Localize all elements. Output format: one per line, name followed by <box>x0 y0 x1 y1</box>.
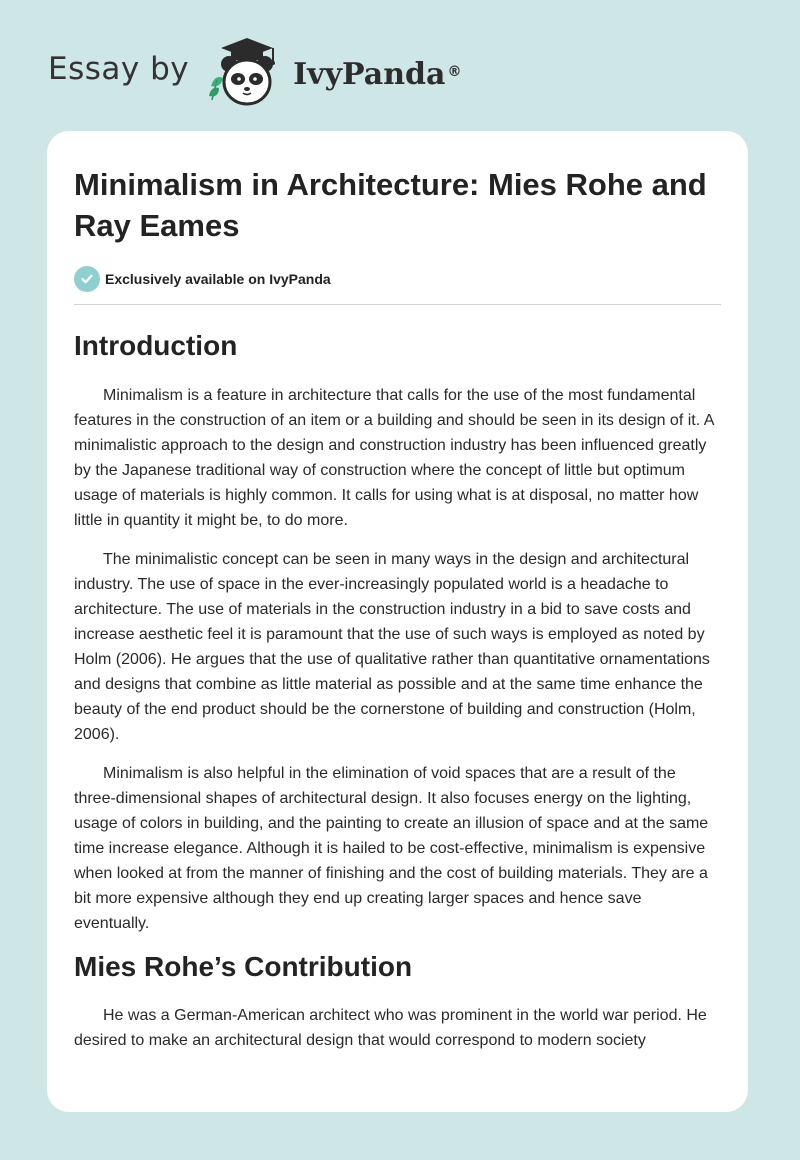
check-circle-icon <box>74 266 100 292</box>
paragraph: Minimalism is a feature in architecture that calls for the use of the most fundamental features in the construction of an item or a building and should be seen in its design of it. A minimalistic approach to the design and construction industry has been influenced greatly by the Japanese traditional way of construction where the concept of little but optimum usage of materials is highly common. It calls for using what is at disposal, no matter how little in quantity it might be, to do more. <box>74 387 714 529</box>
brand-name: IvyPanda <box>293 56 446 92</box>
paragraph: Minimalism is also helpful in the elimination of void spaces that are a result of the three-dimensional shapes of architectural design. It also focuses energy on the lighting, usage of colors in building, and the painting to create an illusion of space and at the same time increase elegance. Although it is hailed to be cost-effective, minimalism is expensive when looked at from the manner of finishing and the cost of building materials. They are a bit more expensive although they end up creating larger spaces and hence save eventually. <box>74 765 709 932</box>
section-mies-rohe-contribution <box>74 950 721 1053</box>
article-card <box>47 131 748 1112</box>
divider <box>74 304 721 305</box>
paragraph: He was a German-American architect who was prominent in the world war period. He desired to make an architectural design that would correspond to modern society <box>74 1007 707 1049</box>
article-title: Minimalism in Architecture: Mies Rohe and Ray Eames <box>74 167 707 243</box>
brand-prefix: Essay by <box>48 51 190 87</box>
brand-header <box>48 32 461 112</box>
paragraph: The minimalistic concept can be seen in many ways in the design and architectural industry. The use of space in the ever-increasingly populated world is a headache to architecture. The use of materials in the construction industry in a bid to save costs and increase aesthetic feel it is paramount that the use of such ways is employed as noted by Holm (2006). He argues that the use of qualitative rather than quantitative ornamentations and designs that combine as little material as possible and at the same time enhance the beauty of the end product should be the cornerstone of building and construction (Holm, 2006). <box>74 551 710 743</box>
section-heading: Mies Rohe’s Contribution <box>74 951 413 982</box>
badge-text: Exclusively available on IvyPanda <box>105 271 331 287</box>
panda-graduate-logo-icon <box>203 34 289 110</box>
section-heading: Introduction <box>74 330 238 361</box>
section-introduction <box>74 329 721 936</box>
brand-registered-mark: ® <box>447 64 462 80</box>
exclusive-badge <box>74 265 721 293</box>
